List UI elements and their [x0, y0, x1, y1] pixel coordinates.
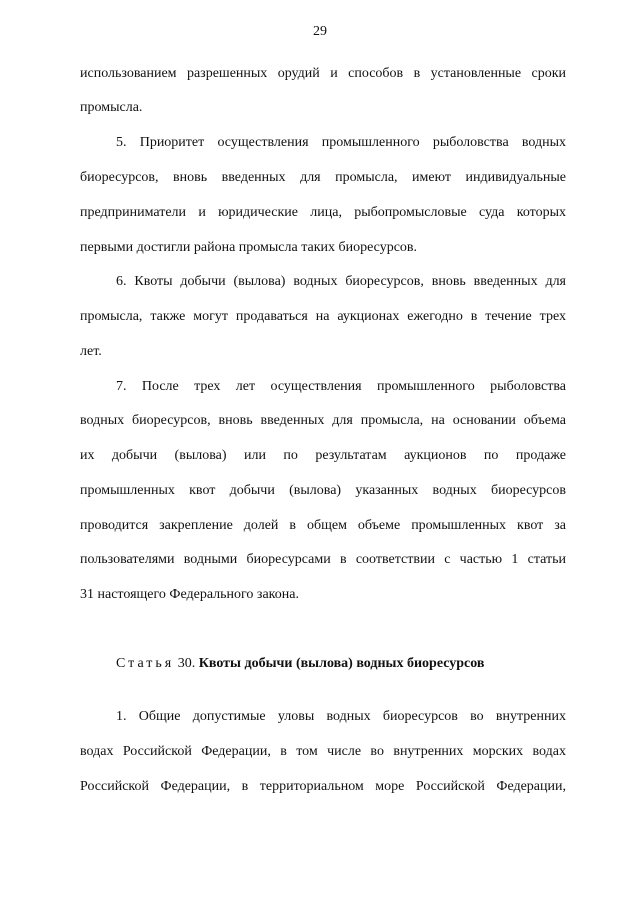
article-label: Статья [116, 656, 175, 671]
text-line: Российской Федерации, в территориальном море Российской Федерации, [80, 779, 566, 794]
article-heading [116, 656, 484, 672]
text-line: проводится закрепление долей в общем объеме промышленных квот за [80, 518, 566, 533]
text-line: их добычи (вылова) или по результатам аукционов по продаже [80, 448, 566, 463]
text-line: 1. Общие допустимые уловы водных биоресурсов во внутренних [116, 709, 566, 724]
text-line: лет. [80, 344, 102, 359]
page-number: 29 [313, 24, 327, 39]
text-line: водах Российской Федерации, в том числе во внутренних морских водах [80, 744, 566, 759]
text-line: предприниматели и юридические лица, рыбопромысловые суда которых [80, 205, 566, 220]
text-line: 7. После трех лет осуществления промышленного рыболовства [116, 379, 566, 394]
text-line: использованием разрешенных орудий и способов в установленные сроки [80, 66, 566, 81]
text-line: промышленных квот добычи (вылова) указанных водных биоресурсов [80, 483, 566, 498]
text-line: 31 настоящего Федерального закона. [80, 587, 299, 602]
article-title: Квоты добычи (вылова) водных биоресурсов [198, 656, 485, 671]
text-line: 6. Квоты добычи (вылова) водных биоресурсов, вновь введенных для [116, 274, 566, 289]
text-line: 5. Приоритет осуществления промышленного рыболовства водных [116, 135, 566, 150]
text-line: пользователями водными биоресурсами в соответствии с частью 1 статьи [80, 552, 566, 567]
text-line: биоресурсов, вновь введенных для промысла, имеют индивидуальные [80, 170, 566, 185]
text-line: водных биоресурсов, вновь введенных для промысла, на основании объема [80, 413, 566, 428]
article-number: 30. [177, 656, 196, 671]
text-line: промысла. [80, 100, 143, 115]
text-line: первыми достигли района промысла таких биоресурсов. [80, 240, 418, 255]
text-line: промысла, также могут продаваться на аукционах ежегодно в течение трех [80, 309, 566, 324]
